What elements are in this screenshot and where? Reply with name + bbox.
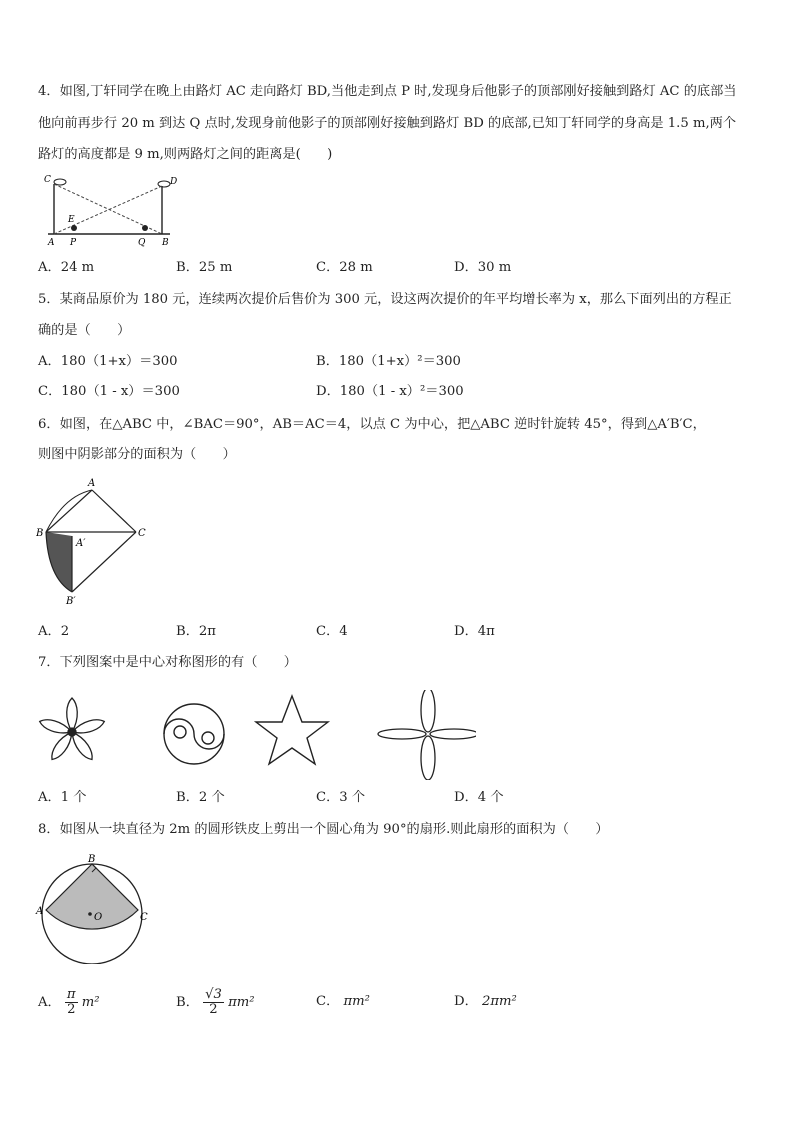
q6-option-a[interactable]: A．2 xyxy=(38,624,70,639)
q8-option-a[interactable] xyxy=(38,988,100,1017)
q8-option-b-fraction xyxy=(203,988,224,1017)
q5-line-1: 5．某商品原价为 180 元，连续两次提价后售价为 300 元，设这两次提价的年平均增长率为 x，那么下面列出的方程正 xyxy=(38,292,732,307)
q6-option-b[interactable]: B．2π xyxy=(176,624,216,639)
q8-sector-figure xyxy=(34,852,154,964)
q6-label-a: A xyxy=(88,478,96,489)
q4-line-2: 他向前再步行 20 m 到达 Q 点时,发现身前他影子的顶部刚好接触到路灯 BD 的底部,已知丁轩同学的身高是 1.5 m,两个 xyxy=(38,116,737,131)
q8-label-a: A xyxy=(36,906,44,917)
q7-option-d[interactable]: D．4 个 xyxy=(454,790,504,805)
q4-label-b: B xyxy=(162,238,169,248)
q4-label-p: P xyxy=(70,238,77,248)
q5-option-d[interactable]: D．180（1 - x）²＝300 xyxy=(316,384,464,399)
q6-label-c: C xyxy=(138,528,146,539)
q4-option-d[interactable]: D．30 m xyxy=(454,260,512,275)
q4-label-d: D xyxy=(170,177,178,187)
q6-line-2: 则图中阴影部分的面积为（ ） xyxy=(38,447,236,462)
q8-option-a-unit: m² xyxy=(81,995,100,1010)
q8-option-a-denominator: 2 xyxy=(67,1002,76,1017)
q8-option-d-unit: 2πm² xyxy=(481,994,517,1009)
q4-label-q: Q xyxy=(138,238,146,248)
q4-option-c[interactable]: C．28 m xyxy=(316,260,373,275)
q7-option-a[interactable]: A．1 个 xyxy=(38,790,87,805)
q8-option-a-letter: A． xyxy=(38,995,61,1010)
q8-label-o: O xyxy=(94,912,103,923)
q8-option-b-numerator: √3 xyxy=(205,987,222,1002)
q6-label-b-prime: B′ xyxy=(66,596,76,607)
q4-line-3: 路灯的高度都是 9 m,则两路灯之间的距离是( ) xyxy=(38,147,333,162)
q6-rotation-figure xyxy=(36,476,148,608)
q7-option-b[interactable]: B．2 个 xyxy=(176,790,225,805)
q4-label-c: C xyxy=(44,175,51,185)
q4-option-b[interactable]: B．25 m xyxy=(176,260,233,275)
petals-pattern xyxy=(378,690,476,780)
q5-option-b[interactable]: B．180（1+x）²＝300 xyxy=(316,354,461,369)
star-pattern xyxy=(256,696,328,764)
q8-option-c[interactable] xyxy=(316,992,370,1012)
q8-option-b-denominator: 2 xyxy=(209,1002,218,1017)
q6-label-a-prime: A′ xyxy=(76,538,86,549)
q7-line-1: 7．下列图案中是中心对称图形的有（ ） xyxy=(38,655,297,670)
q7-option-c[interactable]: C．3 个 xyxy=(316,790,366,805)
swirl-pattern xyxy=(164,704,224,764)
q5-option-a[interactable]: A．180（1+x）＝300 xyxy=(38,354,178,369)
flower-pattern xyxy=(38,698,106,763)
q8-option-d[interactable] xyxy=(454,992,517,1012)
q8-option-b-unit: πm² xyxy=(228,995,255,1010)
q8-option-c-unit: πm² xyxy=(343,994,370,1009)
q6-line-1: 6．如图，在△ABC 中，∠BAC＝90°，AB＝AC＝4，以点 C 为中心，把△ABC 逆时针旋转 45°，得到△A′B′C， xyxy=(38,417,706,432)
q4-line-1: 4．如图,丁轩同学在晚上由路灯 AC 走向路灯 BD,当他走到点 P 时,发现身后他影子的顶部刚好接触到路灯 AC 的底部当 xyxy=(38,84,737,99)
q4-label-a: A xyxy=(48,238,55,248)
q4-label-e: E xyxy=(68,215,75,225)
q8-option-a-numerator: π xyxy=(66,987,76,1002)
q5-line-2: 确的是（ ） xyxy=(38,323,131,338)
q8-option-b-letter: B． xyxy=(176,995,199,1010)
q4-streetlight-figure xyxy=(40,172,180,250)
q6-option-c[interactable]: C．4 xyxy=(316,624,348,639)
q8-line-1: 8．如图从一块直径为 2m 的圆形铁皮上剪出一个圆心角为 90°的扇形.则此扇形的面积为（ ） xyxy=(38,822,609,837)
q6-label-b: B xyxy=(36,528,44,539)
q8-option-d-letter: D． xyxy=(454,994,478,1009)
q8-option-b[interactable] xyxy=(176,988,255,1017)
q8-label-b: B xyxy=(88,854,96,865)
q7-patterns-figure xyxy=(36,690,476,780)
q8-option-a-fraction xyxy=(65,988,78,1017)
q5-option-c[interactable]: C．180（1 - x）＝300 xyxy=(38,384,180,399)
q6-option-d[interactable]: D．4π xyxy=(454,624,495,639)
q8-label-c: C xyxy=(140,912,148,923)
q8-option-c-letter: C． xyxy=(316,994,340,1009)
q4-option-a[interactable]: A．24 m xyxy=(38,260,95,275)
